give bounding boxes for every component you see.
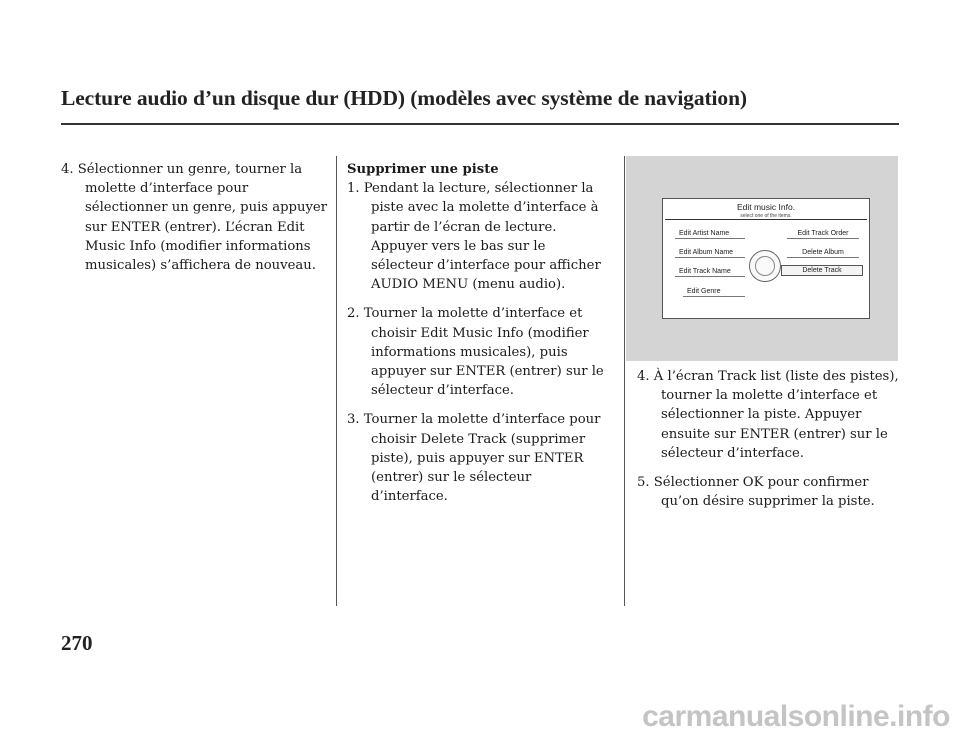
step-1: 1. Pendant la lecture, sélectionner la piste avec la molette d’interface à partir de l’écran de lecture. Appuyer vers le bas sur le sélecteur d’interface pour afficher AUDIO MENU (menu audio).: [347, 181, 601, 293]
step-2: 2. Tourner la molette d’interface et choisir Edit Music Info (modifier informations musicales), puis appuyer sur ENTER (entrer) sur le sélecteur d’interface.: [347, 306, 604, 399]
menu-delete-track-selected[interactable]: Delete Track: [781, 265, 863, 276]
screen-divider: [665, 219, 867, 220]
screen-subtitle: select one of the items.: [740, 213, 792, 219]
step-4-track-list: 4. À l’écran Track list (liste des pistes), tourner la molette d’interface et sélectionner la piste. Appuyer ensuite sur ENTER (entrer) sur le sélecteur d’interface.: [637, 369, 899, 461]
interface-dial-icon: [749, 250, 781, 282]
column-divider-left: [336, 156, 337, 606]
page-number: 270: [61, 631, 93, 655]
menu-edit-album-name[interactable]: Edit Album Name: [675, 249, 745, 258]
column-left: [61, 160, 329, 285]
menu-edit-artist-name[interactable]: Edit Artist Name: [675, 230, 745, 239]
edit-music-info-screen: [662, 198, 870, 319]
step-3: 3. Tourner la molette d’interface pour choisir Delete Track (supprimer piste), puis appuyer sur ENTER (entrer) sur le sélecteur d’interface.: [347, 412, 601, 505]
menu-edit-track-name[interactable]: Edit Track Name: [675, 268, 745, 277]
screen-title: Edit music Info.: [736, 202, 796, 212]
watermark: carmanualsonline.info: [642, 700, 950, 733]
column-middle: [347, 160, 609, 516]
step-5-confirm: 5. Sélectionner OK pour confirmer qu’on désire supprimer la piste.: [637, 475, 875, 510]
title-divider: [61, 123, 899, 125]
step-4-select-genre: 4. Sélectionner un genre, tourner la molette d’interface pour sélectionner un genre, puis appuyer sur ENTER (entrer). L’écran Edit Music Info (modifier informations musicales) s’affichera de nouveau.: [61, 162, 328, 274]
section-heading-delete-track: Supprimer une piste: [347, 162, 499, 177]
page-title: Lecture audio d’un disque dur (HDD) (modèles avec système de navigation): [61, 86, 747, 110]
menu-edit-track-order[interactable]: Edit Track Order: [787, 230, 859, 239]
column-right: [637, 367, 899, 521]
menu-delete-album[interactable]: Delete Album: [787, 249, 859, 258]
menu-edit-genre[interactable]: Edit Genre: [683, 288, 745, 297]
column-divider-right: [624, 156, 625, 606]
